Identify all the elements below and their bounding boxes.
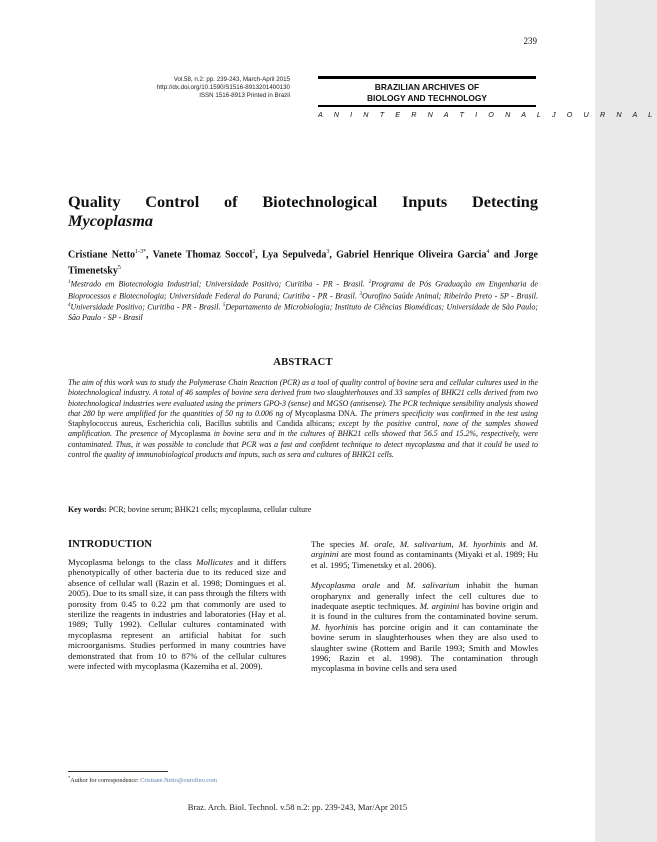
- keywords-label: Key words:: [68, 505, 107, 514]
- affiliation-4: Universidade Positivo; Curitiba - PR - Brasil.: [70, 302, 223, 312]
- intro-text-2: and it differs phenotypically of other bacteria due to its reduced size and absence of cellular wall (Razin et al. 1998; Domingues et al. 2005). Due to its small size, it can pass through the filters with porosity from 0.45 to 0.22 µm that commonly are used to sterilize the reagents in industries and laboratories (Hay et al. 1989; Tully 1992). Cellular cultures contaminated with mycoplasma represent an artificial habitat for such microorganisms. Studies performed in many countries have demonstrated that from 10 to 87% of the cellular cultures were infected with mycoplasma (Kazemiha et al. 2009).: [68, 557, 286, 672]
- right-p2-text-3: has bovine origin and it is found in the cultures from the contaminated bovine serum.: [311, 601, 538, 622]
- affiliation-2-mark: 2: [368, 280, 372, 285]
- journal-name: [318, 82, 536, 103]
- author-4-affiliation: 4: [486, 249, 490, 255]
- masthead-rule-top: [318, 76, 536, 79]
- introduction-heading: INTRODUCTION: [68, 539, 153, 550]
- article-title: [68, 192, 538, 230]
- footnote-divider: [68, 771, 168, 772]
- running-footer: Braz. Arch. Biol. Technol. v.58 n.2: pp. 239-243, Mar/Apr 2015: [187, 802, 408, 812]
- abstract-text-2: . The primers specificity was confirmed in the test using: [355, 408, 538, 418]
- doi-link[interactable]: http://dx.doi.org/10.1590/S1516-8913201400130: [156, 84, 290, 91]
- title-line1: Quality Control of Biotechnological Inputs Detecting: [68, 192, 538, 211]
- volume-info: Vol.58, n.2: pp. 239-243, March-April 2015: [173, 76, 290, 83]
- left-column: [68, 539, 286, 671]
- right-p2-species-1: Mycoplasma orale: [311, 580, 381, 591]
- footnote-mark: *: [68, 775, 71, 780]
- abstract-term-organisms: Staphylococcus aureus, Escherichia coli, Bacillus subtilis and Candida albicans: [68, 419, 333, 429]
- author-1: Cristiane Netto: [68, 249, 136, 261]
- author-5: and Jorge Timenetsky: [68, 249, 538, 276]
- right-paragraph-2: [311, 580, 538, 674]
- journal-name-line1: BRAZILIAN ARCHIVES OF: [374, 82, 480, 92]
- right-text-1: The species: [311, 539, 360, 549]
- abstract-heading: ABSTRACT: [273, 357, 333, 368]
- author-3-affiliation: 3: [326, 249, 330, 255]
- footnote-label: Author for correspondence:: [70, 777, 141, 785]
- abstract-text-4: in bovine sera and in the cultures of BHK21 cells showed that 56.5 and 15.2%, respectively, were contaminated. Thus, it was possible to conclude that PCR was a fast and confident technique to detect mycoplasma and that it could be used to control the quality of immunobiological products and inputs, such as sera and cultures of BHK21 cells.: [68, 429, 538, 460]
- issn-info: ISSN 1516-8913 Printed in Brazil: [199, 92, 290, 99]
- right-p2-species-4: M. hyorhinis: [311, 621, 358, 632]
- abstract-term-mycoplasma: Mycoplasma: [169, 429, 211, 439]
- abstract-body: [68, 378, 538, 460]
- journal-tagline: A N I N T E R N A T I O N A L J O U R N A L: [318, 109, 657, 119]
- affiliation-5: Departamento de Microbiologia; Instituto de Ciências Biomédicas; Universidade de São Paulo; São Paulo - SP - Brasil: [68, 302, 539, 322]
- affiliation-5-mark: 5: [222, 303, 226, 309]
- journal-meta: [68, 76, 290, 100]
- abstract-text-1: The aim of this work was to study the Polymerase Chain Reaction (PCR) as a tool of quality control of bovine sera and cellular cultures used in the biotechnological industry. A total of 46 samples of bovine sera derived from two slaughterhouses and 33 samples of BHK21 cells derived from two biotechnological industries were evaluated using the primers GPO-3 (sense) and MGSO (antisense). The PCR technique sensibility analysis showed that 280 bp were amplified for the quantities of 50 ng to 0.006 ng of: [68, 378, 538, 418]
- right-text-3: are most found as contaminants (Miyaki et al. 1989; Hu et al. 1995; Timenetsky et al. 2006).: [311, 549, 538, 570]
- affiliation-2: Programa de Pós Graduação em Engenharia de Bioprocessos e Biotecnologia; Universidade Federal do Paraná; Curitiba - PR - Brasil.: [68, 279, 538, 301]
- affiliation-4-mark: 4: [68, 303, 71, 309]
- keywords: [68, 505, 538, 515]
- author-3: , Lya Sepulveda: [255, 249, 327, 261]
- abstract-text-3: ; except by the positive control, none of the samples showed amplification. The presence of: [68, 419, 538, 439]
- author-5-affiliation: 5: [117, 264, 121, 271]
- author-list: [68, 246, 538, 277]
- right-p2-species-3: M. arginini: [419, 601, 460, 612]
- introduction-paragraph: [68, 557, 286, 671]
- correspondence-footnote: [68, 775, 217, 784]
- title-line2: Mycoplasma: [68, 211, 154, 230]
- right-p2-text-2: inhabit the human oropharynx and generally infect the cell cultures due to inadequate aseptic techniques.: [311, 580, 539, 612]
- right-species-1: M. orale, M. salivarium, M. hyorhinis: [359, 539, 506, 549]
- right-p2-text-4: has porcine origin and it can contaminate the bovine serum in slaughterhouses when they are also used to slaughter swine (Rottem and Barile 1993; Smith and Mowles 1996; Razin et al. 1998). The contamination through mycoplasma in bovine cells and sera used: [311, 621, 538, 674]
- journal-masthead: [318, 76, 657, 119]
- keywords-text: PCR; bovine serum; BHK21 cells; mycoplasma, cellular culture: [106, 505, 312, 514]
- masthead-rule-bottom: [318, 105, 536, 107]
- abstract-term-mycoplasma-dna: Mycoplasma DNA: [294, 408, 356, 418]
- affiliation-3: Ourofino Saúde Animal; Ribeirão Preto - SP - Brasil.: [361, 291, 538, 301]
- affiliation-1-mark: 1: [68, 280, 71, 285]
- correspondence-email-link[interactable]: Cristiane.Netto@ourofino.com: [140, 777, 218, 785]
- right-text-2: and: [505, 539, 529, 549]
- intro-term-mollicutes: Mollicutes: [196, 557, 233, 567]
- right-species-2: M. arginini: [311, 539, 538, 560]
- right-column: [311, 539, 538, 674]
- affiliations: [68, 278, 538, 323]
- affiliation-3-mark: 3: [359, 291, 362, 297]
- affiliation-1: Mestrado em Biotecnologia Industrial; Universidade Positivo; Curitiba - PR - Brasil.: [70, 279, 369, 289]
- author-4: , Gabriel Henrique Oliveira Garcia: [329, 249, 487, 261]
- page-number: 239: [523, 36, 537, 46]
- author-1-affiliation: 1-3*: [135, 249, 147, 255]
- right-paragraph-1: [311, 539, 538, 570]
- author-2-affiliation: 2: [252, 249, 256, 255]
- right-p2-text-1: and: [380, 580, 407, 591]
- right-p2-species-2: M. salivarium: [406, 580, 460, 591]
- author-2: , Vanete Thomaz Soccol: [146, 249, 253, 261]
- journal-name-line2: BIOLOGY AND TECHNOLOGY: [366, 92, 488, 103]
- intro-text-1: Mycoplasma belongs to the class: [68, 557, 197, 567]
